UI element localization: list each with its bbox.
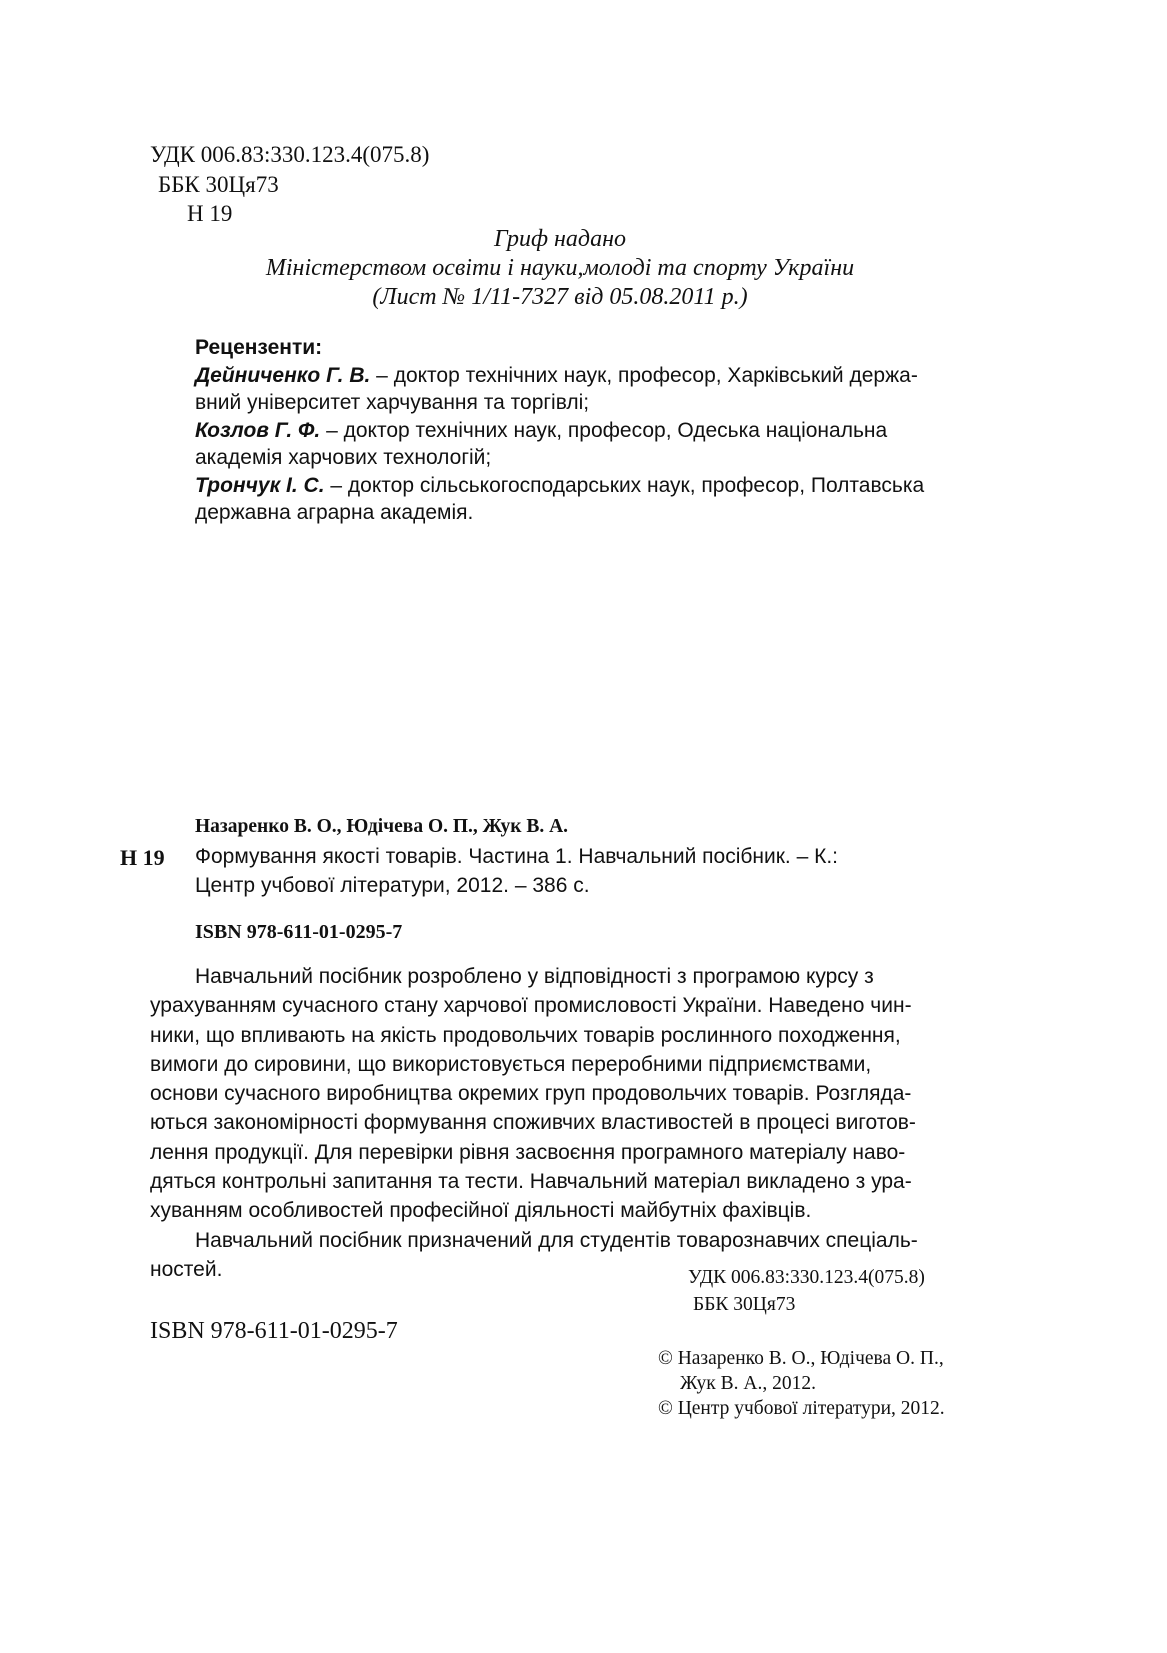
isbn-bottom: ISBN 978-611-01-0295-7 xyxy=(150,1318,398,1344)
bib-title-line-2: Центр учбової літератури, 2012. – 386 с. xyxy=(195,874,590,897)
abstract-line: вимоги до сировини, що використовується переробними підприємствами, xyxy=(150,1052,872,1076)
reviewer-2-line-2: академія харчових технологій; xyxy=(195,446,492,469)
abstract-line: хуванням особливостей професійної діяльності майбутніх фахівців. xyxy=(150,1199,812,1223)
reviewer-1-line-2: вний університет харчування та торгівлі; xyxy=(195,391,590,414)
abstract-block xyxy=(150,962,960,1284)
reviewer-1-credentials: – доктор технічних наук, професор, Харківський держа- xyxy=(370,363,918,387)
reviewers-heading: Рецензенти: xyxy=(195,336,323,359)
reviewers-block xyxy=(195,334,965,527)
reviewer-3-line-2: державна аграрна академія. xyxy=(195,501,474,524)
abstract-line: ностей. xyxy=(150,1257,223,1281)
copyright-line-1: © Назаренко В. О., Юдічева О. П., xyxy=(658,1348,944,1369)
reviewer-2-credentials: – доктор технічних наук, професор, Одеська національна xyxy=(320,418,888,442)
reviewer-1-name: Дейниченко Г. В. xyxy=(195,363,371,387)
bib-title-line-1: Формування якості товарів. Частина 1. Навчальний посібник. – К.: xyxy=(195,845,839,868)
bbk-code-top: ББК 30Ця73 xyxy=(158,172,279,197)
abstract-line: урахуванням сучасного стану харчової промисловості України. Наведено чин- xyxy=(150,994,912,1018)
reviewer-2-line-1 xyxy=(195,417,965,445)
abstract-line: основи сучасного виробництва окремих груп продовольчих товарів. Розгляда- xyxy=(150,1082,912,1106)
bib-isbn: ISBN 978-611-01-0295-7 xyxy=(195,921,403,943)
reviewer-3-line-1 xyxy=(195,472,965,500)
abstract-line: Навчальний посібник розроблено у відповідності з програмою курсу з xyxy=(195,965,874,988)
abstract-line: Навчальний посібник призначений для студентів товарознавчих спеціаль- xyxy=(195,1228,918,1252)
copyright-block xyxy=(658,1346,945,1421)
bib-authors: Назаренко В. О., Юдічева О. П., Жук В. А. xyxy=(195,816,569,837)
author-index-top: Н 19 xyxy=(187,201,233,226)
reviewer-3-credentials: – доктор сільськогосподарських наук, професор, Полтавська xyxy=(324,473,925,497)
abstract-line: дяться контрольні запитання та тести. Навчальний матеріал викладено з ура- xyxy=(150,1170,912,1194)
grif-line-1: Гриф надано xyxy=(494,226,626,252)
abstract-line: лення продукції. Для перевірки рівня засвоєння програмного матеріалу наво- xyxy=(150,1140,906,1164)
abstract-line: ники, що впливають на якість продовольчих товарів рослинного походження, xyxy=(150,1023,901,1047)
abstract-line: ються закономірності формування споживчих властивостей в процесі виготов- xyxy=(150,1111,916,1135)
bbk-code-bottom: ББК 30Ця73 xyxy=(693,1294,796,1315)
reviewer-3-name: Трончук І. С. xyxy=(195,473,325,497)
grif-block xyxy=(240,225,880,312)
copyright-line-2: Жук В. А., 2012. xyxy=(680,1373,816,1394)
reviewer-2-name: Козлов Г. Ф. xyxy=(195,418,321,442)
bib-author-index: Н 19 xyxy=(120,845,165,870)
reviewer-1-line-1 xyxy=(195,362,965,390)
grif-line-2: Міністерством освіти і науки,молоді та спорту України xyxy=(265,255,855,281)
udk-code-bottom: УДК 006.83:330.123.4(075.8) xyxy=(688,1267,925,1288)
udk-code-top: УДК 006.83:330.123.4(075.8) xyxy=(150,142,430,167)
grif-line-3: (Лист № 1/11-7327 від 05.08.2011 р.) xyxy=(372,284,748,310)
copyright-line-3: © Центр учбової літератури, 2012. xyxy=(658,1398,945,1419)
